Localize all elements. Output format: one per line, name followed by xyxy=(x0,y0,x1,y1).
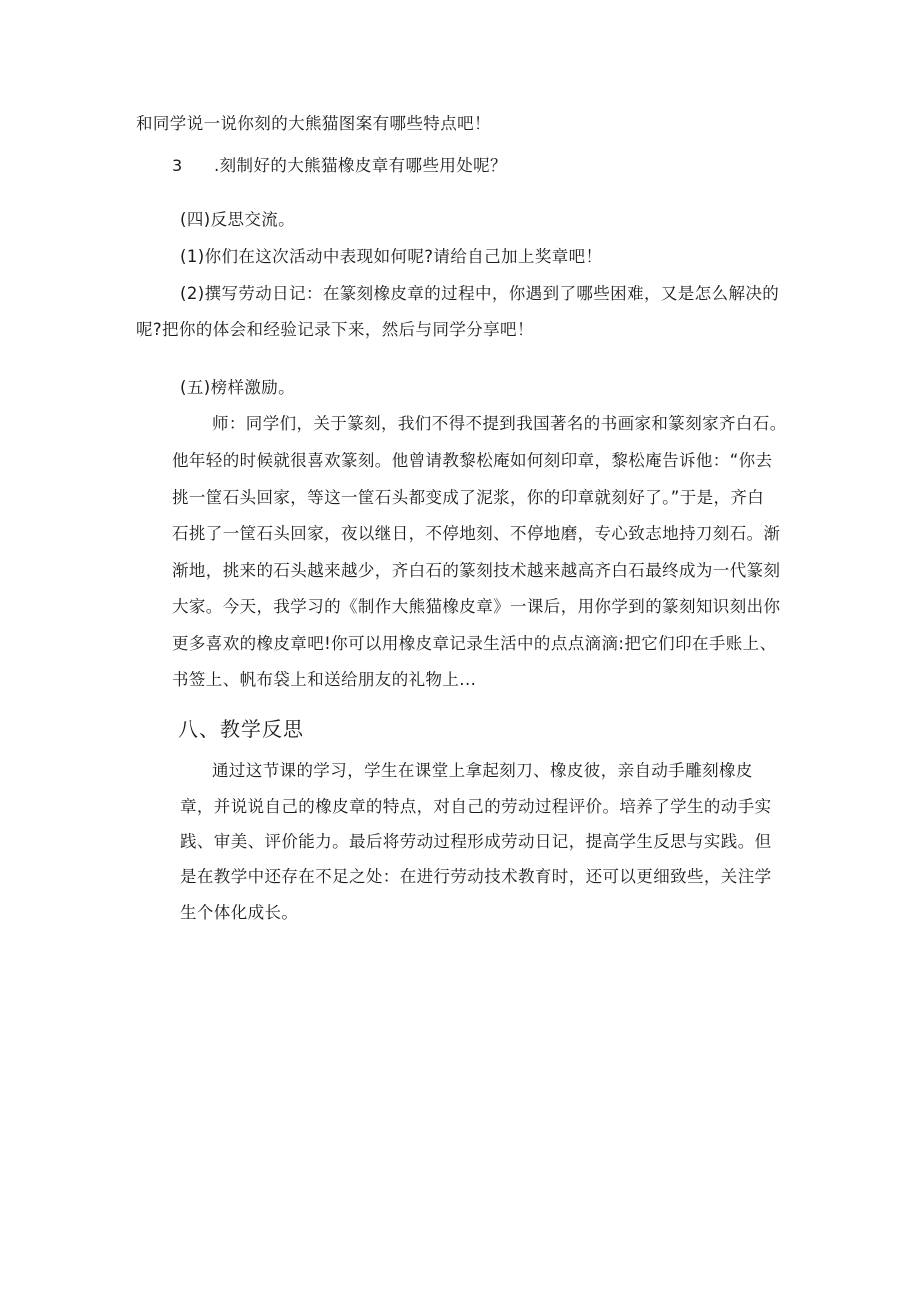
section-8-heading: 八、教学反思 xyxy=(178,717,304,741)
section-5-line-1: 师：同学们，关于篆刻，我们不得不提到我国著名的书画家和篆刻家齐白石。 xyxy=(212,414,787,433)
section-5-line-3: 挑一筐石头回家，等这一筐石头都变成了泥浆，你的印章就刻好了。”于是，齐白 xyxy=(172,488,765,507)
item-3-text: .刻制好的大熊猫橡皮章有哪些用处呢？ xyxy=(214,156,507,175)
section-4-title: (四)反思交流。 xyxy=(180,210,296,229)
section-5-line-2: 他年轻的时候就很喜欢篆刻。他曾请教黎松庵如何刻印章，黎松庵告诉他：“你去 xyxy=(172,451,773,470)
section-4-item-1: (1)你们在这次活动中表现如何呢?请给自己加上奖章吧！ xyxy=(180,247,603,266)
section-5-title: (五)榜样激励。 xyxy=(180,378,296,397)
section-8-line-2: 章，并说说自己的橡皮章的特点，对自己的劳动过程评价。培养了学生的动手实 xyxy=(180,797,772,816)
section-5-line-4: 石挑了一筐石头回家，夜以继日，不停地刻、不停地磨，专心致志地持刀刻石。渐 xyxy=(172,524,781,543)
section-8-line-4: 是在教学中还存在不足之处：在进行劳动技术教育时，还可以更细致些，关注学 xyxy=(180,867,772,886)
section-8-line-5: 生个体化成长。 xyxy=(180,903,299,922)
section-8-line-3: 践、审美、评价能力。最后将劳动过程形成劳动日记，提高学生反思与实践。但 xyxy=(180,832,772,851)
section-4-item-2-line-1: (2)撰写劳动日记：在篆刻橡皮章的过程中，你遇到了哪些困难，又是怎么解决的 xyxy=(180,284,780,303)
activity-line-1: 和同学说一说你刻的大熊猫图案有哪些特点吧！ xyxy=(136,114,491,133)
section-4-item-2-line-2: 呢?把你的体会和经验记录下来，然后与同学分享吧！ xyxy=(136,320,534,339)
item-number-3: 3 xyxy=(172,156,183,175)
section-5-line-8: 书签上、帆布袋上和送给朋友的礼物上... xyxy=(172,670,477,689)
section-8-line-1: 通过这节课的学习，学生在课堂上拿起刻刀、橡皮彼，亲自动手雕刻橡皮 xyxy=(212,761,753,780)
section-5-line-7: 更多喜欢的橡皮章吧!你可以用橡皮章记录生活中的点点滴滴:把它们印在手账上、 xyxy=(172,634,777,653)
section-5-line-5: 渐地，挑来的石头越来越少，齐白石的篆刻技术越来越高齐白石最终成为一代篆刻 xyxy=(172,561,781,580)
section-5-line-6: 大家。今天，我学习的《制作大熊猫橡皮章》一课后，用你学到的篆刻知识刻出你 xyxy=(172,597,781,616)
